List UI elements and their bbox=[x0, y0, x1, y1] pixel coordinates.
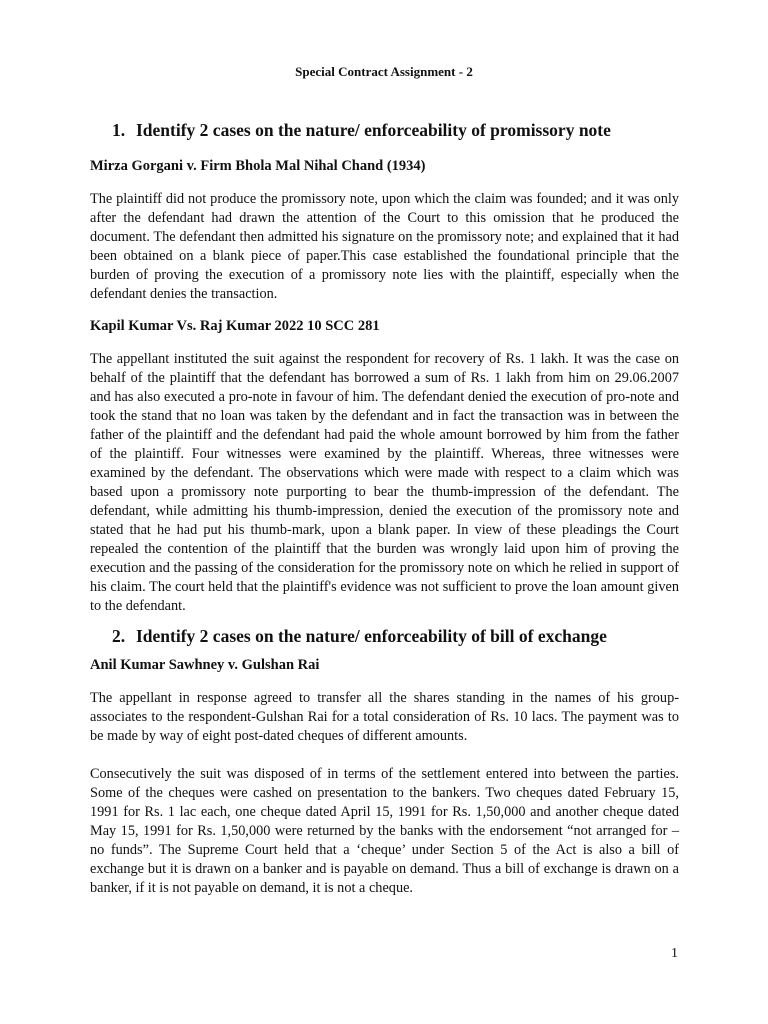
case-title-mirza-gorgani: Mirza Gorgani v. Firm Bhola Mal Nihal Chand (1934) bbox=[90, 158, 426, 174]
section-2-number: 2. bbox=[112, 626, 126, 646]
case-paragraph-anil-kumar-2: Consecutively the suit was disposed of in terms of the settlement entered into between the parties. Some of the cheques were cashed on presentation to the bankers. Two cheques dated February 15, 1991 for Rs. 1 lac each, one cheque dated April 15, 1991 for Rs. 1,50,000 and another cheque dated May 15, 1991 for Rs. 1,50,000 were returned by the banks with the endorsement “not arranged for – no funds”. The Supreme Court held that a ‘cheque’ under Section 5 of the Act is also a bill of exchange but it is drawn on a banker and is payable on demand. Thus a bill of exchange is drawn on a banker, if it is not payable on demand, it is not a cheque. bbox=[90, 766, 679, 896]
section-1-heading bbox=[112, 120, 611, 141]
case-paragraph-kapil-kumar: The appellant instituted the suit against the respondent for recovery of Rs. 1 lakh. It was the case on behalf of the plaintiff that the defendant has borrowed a sum of Rs. 1 lakh from him on 29.06.2007 and has also executed a pro-note in favour of him. The defendant denied the execution of pro-note and took the stand that no loan was taken by the defendant and in fact the transaction was in between the father of the plaintiff and the defendant had paid the whole amount borrowed by him from the father of the plaintiff. Four witnesses were examined by the plaintiff. Whereas, three witnesses were examined by the defendant. The observations which were made with respect to a claim which was based upon a promissory note purporting to bear the thumb-impression of the defendant. The defendant, while admitting his thumb-impression, denied the execution of the promissory note and stated that he had put his thumb-mark, upon a blank paper. In view of these pleadings the Court repealed the contention of the plaintiff that the burden was wrongly laid upon him of proving the execution and the passing of the consideration for the promissory note on which he relied in support of his claim. The court held that the plaintiff's evidence was not sufficient to prove the loan amount given to the defendant. bbox=[90, 351, 679, 614]
section-2-heading-text: Identify 2 cases on the nature/ enforceability of bill of exchange bbox=[136, 626, 607, 646]
section-1-number: 1. bbox=[112, 120, 126, 140]
page-number: 1 bbox=[671, 946, 678, 961]
document-title: Special Contract Assignment - 2 bbox=[295, 64, 473, 79]
section-2-heading bbox=[112, 626, 607, 647]
section-1-heading-text: Identify 2 cases on the nature/ enforceability of promissory note bbox=[136, 120, 611, 140]
case-paragraph-mirza-gorgani: The plaintiff did not produce the promissory note, upon which the claim was founded; and it was only after the defendant had drawn the attention of the Court to this omission that he produced the document. The defendant then admitted his signature on the promissory note; and explained that it had been obtained on a blank piece of paper.This case established the foundational principle that the burden of proving the execution of a promissory note lies with the plaintiff, especially when the defendant denies the transaction. bbox=[90, 191, 679, 302]
case-paragraph-anil-kumar-1: The appellant in response agreed to transfer all the shares standing in the names of his group-associates to the respondent-Gulshan Rai for a total consideration of Rs. 10 lacs. The payment was to be made by way of eight post-dated cheques of different amounts. bbox=[90, 690, 679, 744]
case-title-kapil-kumar: Kapil Kumar Vs. Raj Kumar 2022 10 SCC 281 bbox=[90, 318, 380, 334]
case-title-anil-kumar-sawhney: Anil Kumar Sawhney v. Gulshan Rai bbox=[90, 657, 320, 673]
